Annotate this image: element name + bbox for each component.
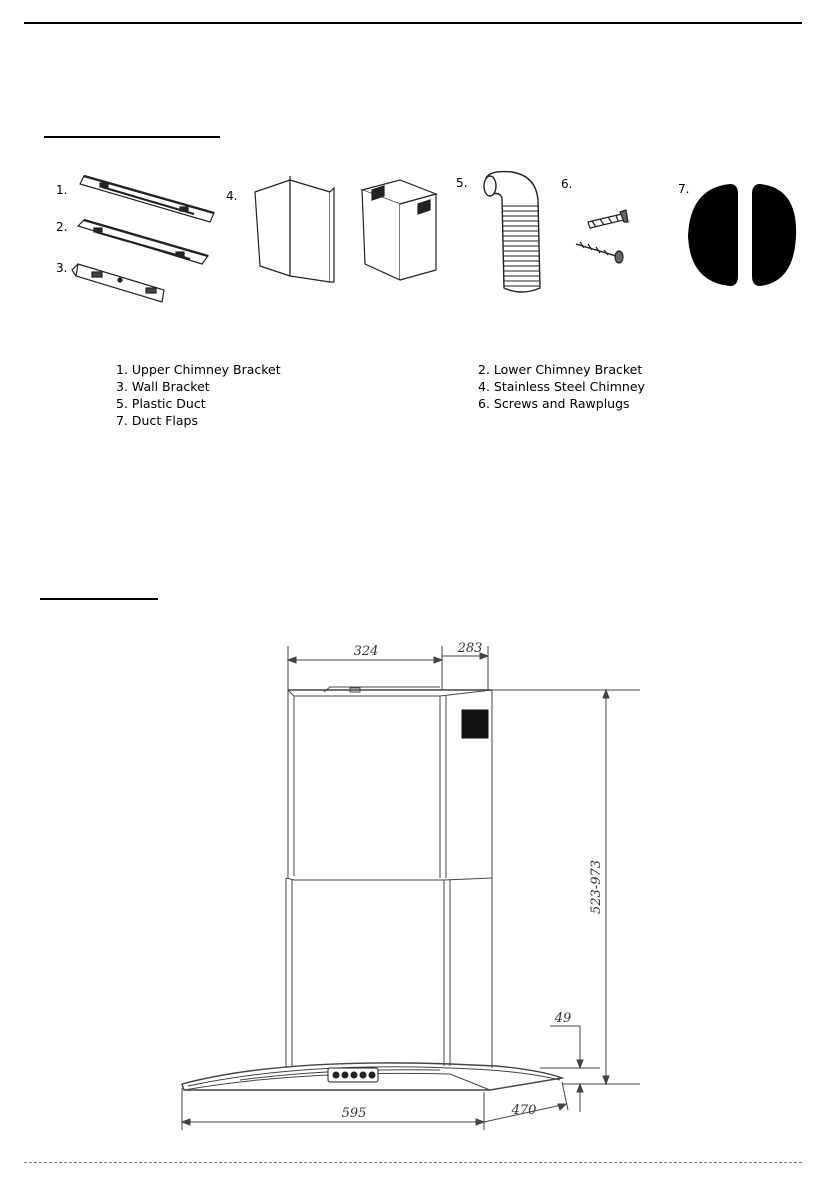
bottom-rule	[24, 1162, 802, 1163]
dim-hood-depth: 470	[511, 1103, 537, 1118]
marker-3: 3.	[56, 261, 68, 275]
dim-canopy-height: 49	[554, 1011, 572, 1026]
marker-2: 2.	[56, 220, 68, 234]
legend-item-plastic-duct: 5. Plastic Duct	[116, 396, 206, 411]
dim-chimney-depth: 283	[457, 641, 483, 656]
legend-item-upper-chimney-bracket: 1. Upper Chimney Bracket	[116, 362, 281, 377]
legend-item-duct-flaps: 7. Duct Flaps	[116, 413, 198, 428]
marker-7: 7.	[678, 182, 690, 196]
control-buttons-icon	[328, 1068, 378, 1082]
dim-height-range: 523-973	[589, 859, 604, 915]
dim-chimney-width: 324	[353, 644, 379, 659]
marker-4: 4.	[226, 189, 238, 203]
marker-6: 6.	[561, 177, 573, 191]
marker-5: 5.	[456, 176, 468, 190]
dim-hood-width: 595	[341, 1106, 367, 1121]
legend-item-lower-chimney-bracket: 2. Lower Chimney Bracket	[478, 362, 643, 377]
legend-item-wall-bracket: 3. Wall Bracket	[116, 379, 210, 394]
legend-item-stainless-steel-chimney: 4. Stainless Steel Chimney	[478, 379, 645, 394]
legend-item-screws-rawplugs: 6. Screws and Rawplugs	[478, 396, 630, 411]
marker-1: 1.	[56, 183, 68, 197]
